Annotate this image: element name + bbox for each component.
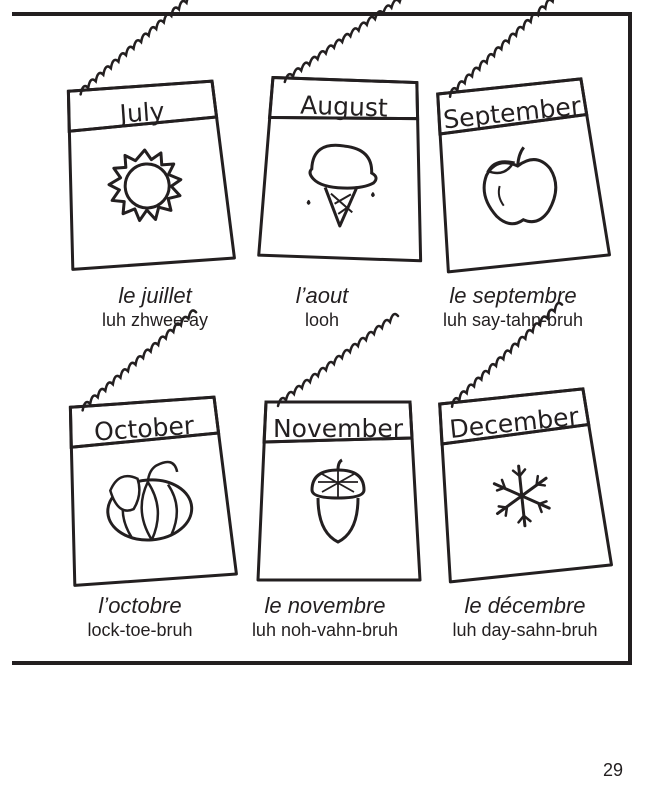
calendar-card-july	[49, 58, 243, 280]
month-name: December	[448, 401, 581, 444]
pronunciation: luh zhwee-ay	[101, 310, 209, 330]
calendar-card-august	[248, 55, 435, 271]
calendar-card-october	[51, 374, 245, 596]
french-word: le septembre	[449, 283, 577, 308]
month-label-october	[35, 593, 245, 641]
pronunciation: luh noh-vahn-bruh	[251, 620, 399, 640]
french-word: le juillet	[118, 283, 192, 308]
month-name: September	[441, 90, 583, 134]
month-label-september	[408, 283, 618, 331]
french-word: le novembre	[264, 593, 386, 618]
snowflake-icon	[467, 441, 577, 551]
french-word: l’aout	[295, 283, 349, 308]
page-number: 29	[603, 760, 624, 780]
french-word: le décembre	[464, 593, 586, 618]
month-label-november	[220, 593, 430, 641]
calendar-card-september	[418, 55, 619, 283]
pronunciation: luh say-tahn-bruh	[442, 310, 584, 330]
month-label-december	[420, 593, 630, 641]
calendar-card-november	[248, 380, 428, 590]
month-name: August	[299, 90, 389, 123]
calendar-card-december	[420, 365, 621, 593]
pronunciation: lock-toe-bruh	[87, 620, 193, 640]
pumpkin-icon	[96, 449, 203, 556]
month-name: November	[272, 413, 404, 443]
acorn-icon	[288, 452, 388, 552]
month-name: July	[118, 96, 166, 129]
pronunciation: looh	[304, 310, 340, 330]
ice-cream-icon	[290, 128, 393, 231]
sun-icon	[94, 133, 201, 240]
month-name: October	[93, 410, 195, 447]
apple-icon	[465, 131, 575, 241]
french-word: l’octobre	[98, 593, 182, 618]
pronunciation: luh day-sahn-bruh	[452, 620, 598, 640]
month-label-august	[217, 283, 427, 331]
